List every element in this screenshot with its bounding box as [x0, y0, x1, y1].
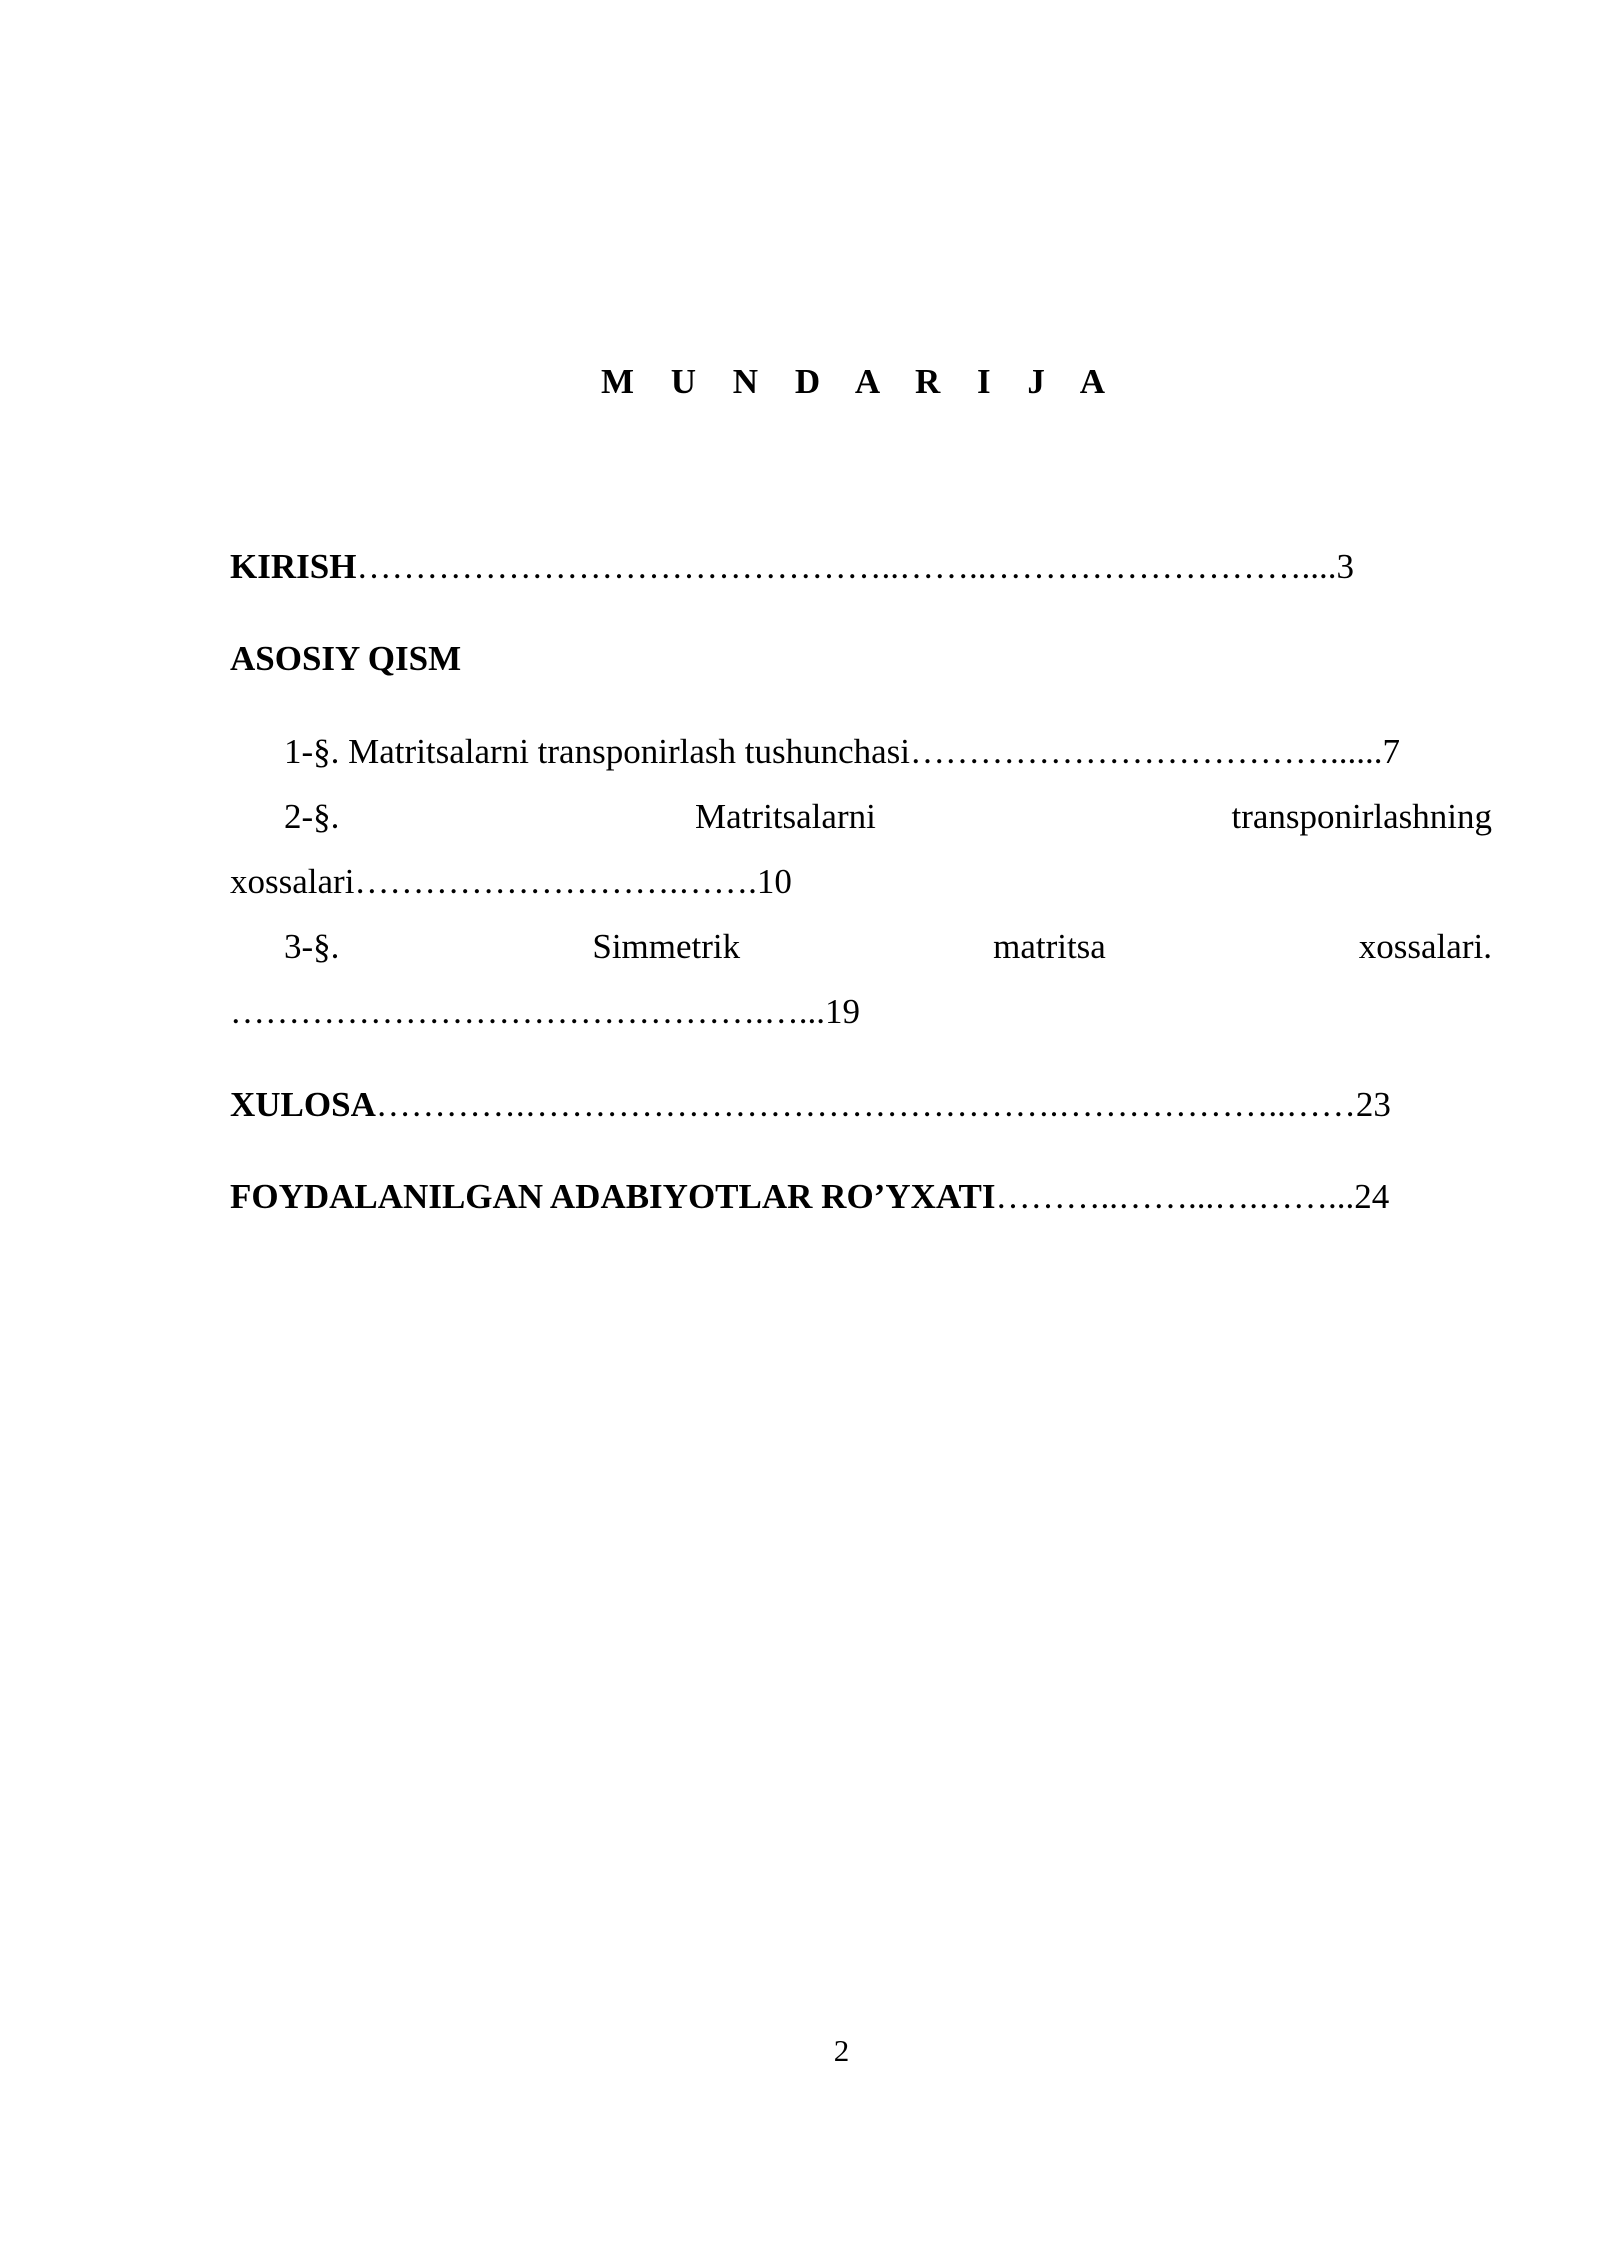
toc-entry-section-2-continuation [230, 860, 1492, 904]
toc-label: KIRISH [230, 547, 357, 586]
toc-entry-xulosa [230, 1083, 1492, 1127]
toc-label: 1-§. Matritsalarni transponirlash tushunchasi [284, 732, 910, 771]
toc-heading-asosiy-qism: ASOSIY QISM [230, 639, 462, 678]
toc-word: Matritsalarni [695, 797, 876, 836]
toc-word: 3-§. [284, 927, 340, 966]
toc-page: 23 [1355, 1085, 1391, 1124]
toc-entry-section-3-continuation [230, 990, 1492, 1034]
toc-word: Simmetrik [592, 927, 741, 966]
toc-word: 2-§. [284, 797, 340, 836]
toc-leader: ………………………………………..……..……………………… [356, 547, 1302, 586]
page-number: 2 [833, 2033, 850, 2068]
toc-leader: ……………………………………….… [230, 992, 799, 1031]
toc-page: ......7 [1329, 732, 1400, 771]
page-title: M U N D A R I J A [600, 362, 1120, 401]
toc-label: FOYDALANILGAN ADABIYOTLAR RO’YXATI [230, 1177, 996, 1216]
toc-word: transponirlashning [1231, 797, 1492, 836]
toc-page: ...19 [798, 992, 860, 1031]
toc-leader: ………….……………………………………….………………..…… [375, 1085, 1356, 1124]
toc-entry-section-1 [284, 730, 1492, 774]
toc-entry-section-3 [284, 925, 1492, 969]
toc-entry-section-2 [284, 795, 1492, 839]
toc-leader: ……………………….……. [354, 862, 757, 901]
toc-page: 10 [756, 862, 792, 901]
toc-label: xossalari [230, 862, 355, 901]
toc-entry-adabiyotlar [230, 1175, 1492, 1219]
toc-word: xossalari. [1358, 927, 1492, 966]
toc-word: matritsa [993, 927, 1106, 966]
toc-leader: ……………………………… [909, 732, 1330, 771]
toc-page: ...24 [1328, 1177, 1390, 1216]
toc-leader: ………..……...….…… [995, 1177, 1329, 1216]
toc-page: ....3 [1301, 547, 1354, 586]
toc-entry-kirish [230, 545, 1492, 589]
toc-label: XULOSA [230, 1085, 376, 1124]
